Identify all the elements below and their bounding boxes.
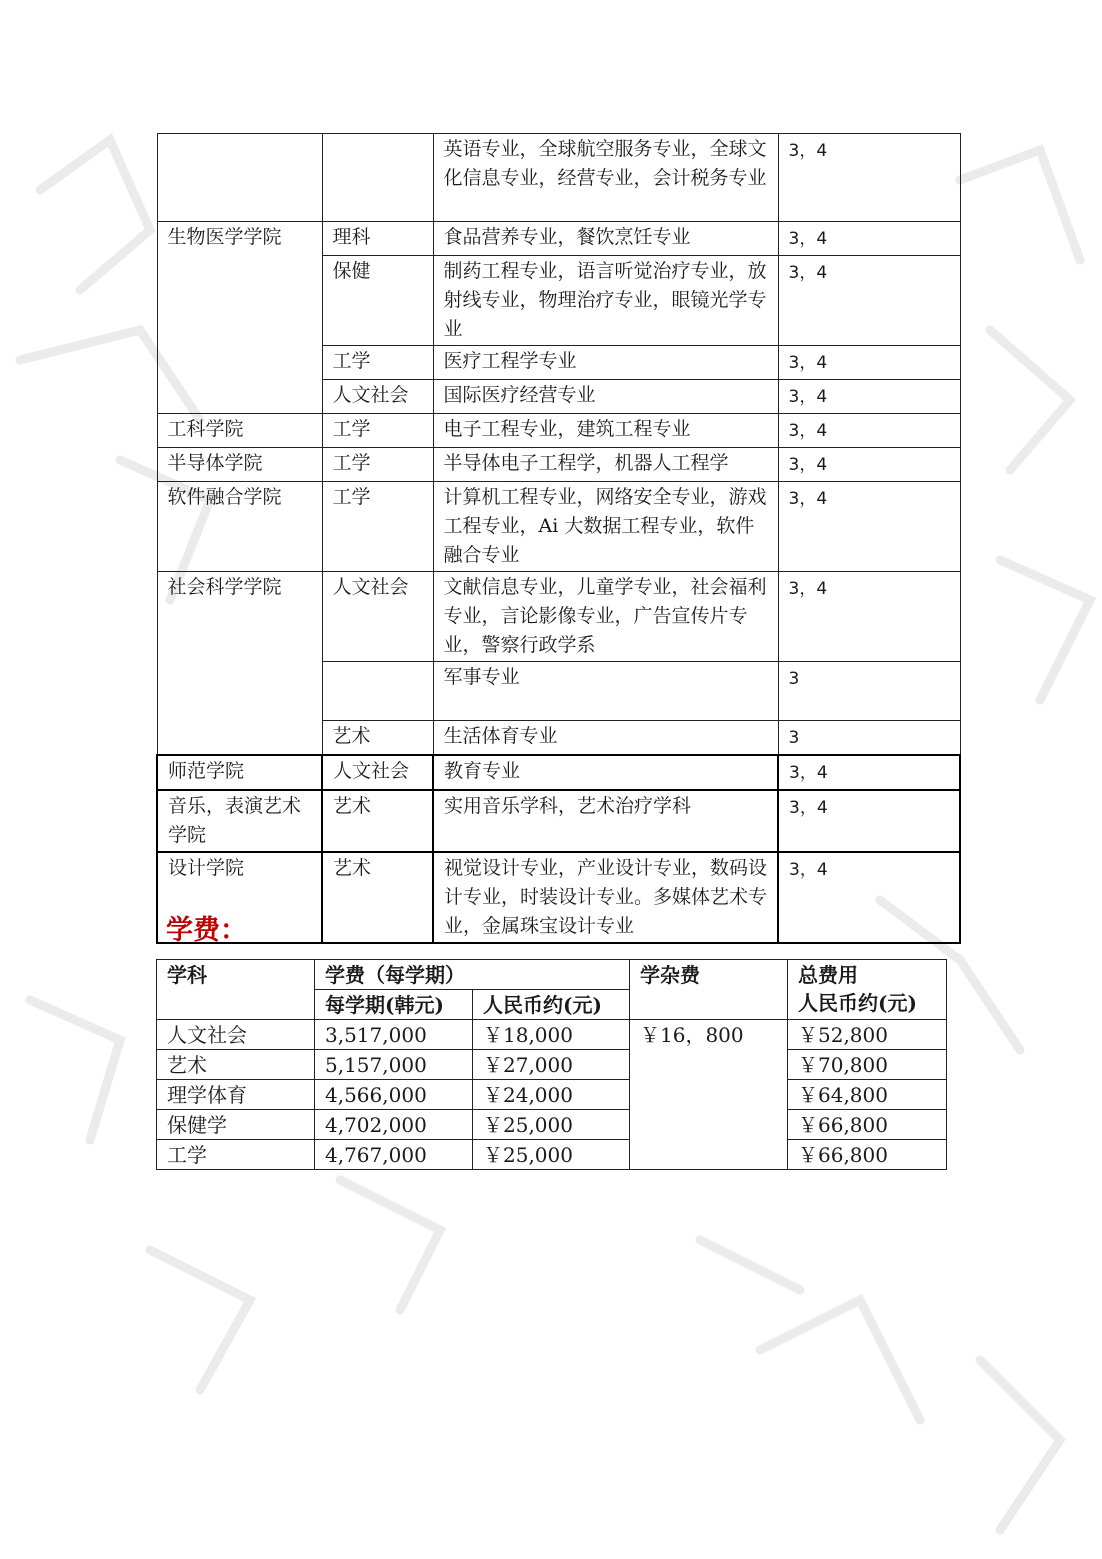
table-row [157,1080,947,1110]
grades-cell: 3，4 [778,448,960,482]
table-row [157,482,960,572]
krw-cell: 3,517,000 [315,1020,473,1050]
college-cell: 半导体学院 [157,448,322,482]
field-cell: 艺术 [322,721,433,756]
rmb-cell: ￥25,000 [473,1140,630,1170]
majors-cell: 视觉设计专业，产业设计专业，数码设计专业，时装设计专业。多媒体艺术专业，金属珠宝设计专业 [433,852,778,943]
grades-cell: 3，4 [778,346,960,380]
table-row [157,1110,947,1140]
table-row [157,1050,947,1080]
grades-cell: 3 [778,662,960,721]
subject-cell: 理学体育 [157,1080,315,1110]
table-row [157,572,960,662]
college-cell [157,134,322,222]
krw-header: 每学期(韩元) [315,990,473,1020]
rmb-header: 人民币约(元) [473,990,630,1020]
majors-cell: 军事专业 [433,662,778,721]
table-header-row [157,960,947,990]
field-cell: 工学 [322,448,433,482]
majors-table [156,133,961,944]
field-cell: 工学 [322,482,433,572]
rmb-cell: ￥27,000 [473,1050,630,1080]
table-row [157,134,960,222]
total-header [788,960,947,1020]
majors-cell: 教育专业 [433,755,778,790]
total-cell: ￥64,800 [788,1080,947,1110]
college-cell: 生物医学学院 [157,222,322,414]
field-cell [322,134,433,222]
field-cell: 艺术 [322,852,433,943]
grades-cell: 3，4 [778,572,960,662]
majors-cell: 医疗工程学专业 [433,346,778,380]
college-cell: 设计学院 [157,852,322,943]
grades-cell: 3，4 [778,852,960,943]
grades-cell: 3，4 [778,256,960,346]
tuition-header: 学费（每学期） [315,960,630,990]
field-cell: 保健 [322,256,433,346]
table-row [157,1140,947,1170]
majors-cell: 实用音乐学科，艺术治疗学科 [433,790,778,852]
grades-cell: 3，4 [778,755,960,790]
grades-cell: 3，4 [778,134,960,222]
total-header-label: 总费用 [798,963,858,987]
field-cell [322,662,433,721]
table-row [157,1020,947,1050]
majors-cell: 食品营养专业，餐饮烹饪专业 [433,222,778,256]
misc-fee-header: 学杂费 [630,960,788,1020]
tuition-heading: 学费： [166,915,247,946]
krw-cell: 4,702,000 [315,1110,473,1140]
subject-cell: 艺术 [157,1050,315,1080]
rmb-cell: ￥24,000 [473,1080,630,1110]
grades-cell: 3，4 [778,414,960,448]
college-cell: 工科学院 [157,414,322,448]
table-row [157,448,960,482]
table-row [157,852,960,943]
total-rmb-header-label: 人民币约(元) [798,991,917,1015]
misc-fee-cell: ￥16，800 [630,1020,788,1170]
field-cell: 人文社会 [322,380,433,414]
subject-header: 学科 [157,960,315,1020]
subject-cell: 保健学 [157,1110,315,1140]
grades-cell: 3，4 [778,790,960,852]
college-cell: 软件融合学院 [157,482,322,572]
majors-cell: 英语专业，全球航空服务专业，全球文化信息专业，经营专业，会计税务专业 [433,134,778,222]
total-cell: ￥70,800 [788,1050,947,1080]
rmb-cell: ￥18,000 [473,1020,630,1050]
krw-cell: 4,767,000 [315,1140,473,1170]
majors-cell: 国际医疗经营专业 [433,380,778,414]
subject-cell: 工学 [157,1140,315,1170]
majors-cell: 计算机工程专业，网络安全专业，游戏工程专业，Ai 大数据工程专业，软件融合专业 [433,482,778,572]
field-cell: 理科 [322,222,433,256]
subject-cell: 人文社会 [157,1020,315,1050]
table-row [157,790,960,852]
field-cell: 工学 [322,414,433,448]
total-cell: ￥66,800 [788,1140,947,1170]
grades-cell: 3，4 [778,380,960,414]
grades-cell: 3，4 [778,482,960,572]
table-row [157,222,960,256]
field-cell: 人文社会 [322,755,433,790]
grades-cell: 3，4 [778,222,960,256]
total-cell: ￥52,800 [788,1020,947,1050]
majors-cell: 制药工程专业，语言听觉治疗专业，放射线专业，物理治疗专业，眼镜光学专业 [433,256,778,346]
tuition-table [156,959,947,1170]
college-cell: 社会科学学院 [157,572,322,756]
majors-cell: 生活体育专业 [433,721,778,756]
college-cell: 音乐，表演艺术学院 [157,790,322,852]
krw-cell: 5,157,000 [315,1050,473,1080]
total-cell: ￥66,800 [788,1110,947,1140]
field-cell: 艺术 [322,790,433,852]
rmb-cell: ￥25,000 [473,1110,630,1140]
field-cell: 人文社会 [322,572,433,662]
college-cell: 师范学院 [157,755,322,790]
grades-cell: 3 [778,721,960,756]
table-row [157,755,960,790]
field-cell: 工学 [322,346,433,380]
majors-cell: 文献信息专业，儿童学专业，社会福利专业，言论影像专业，广告宣传片专业，警察行政学系 [433,572,778,662]
majors-cell: 半导体电子工程学，机器人工程学 [433,448,778,482]
majors-cell: 电子工程专业，建筑工程专业 [433,414,778,448]
table-row [157,414,960,448]
krw-cell: 4,566,000 [315,1080,473,1110]
